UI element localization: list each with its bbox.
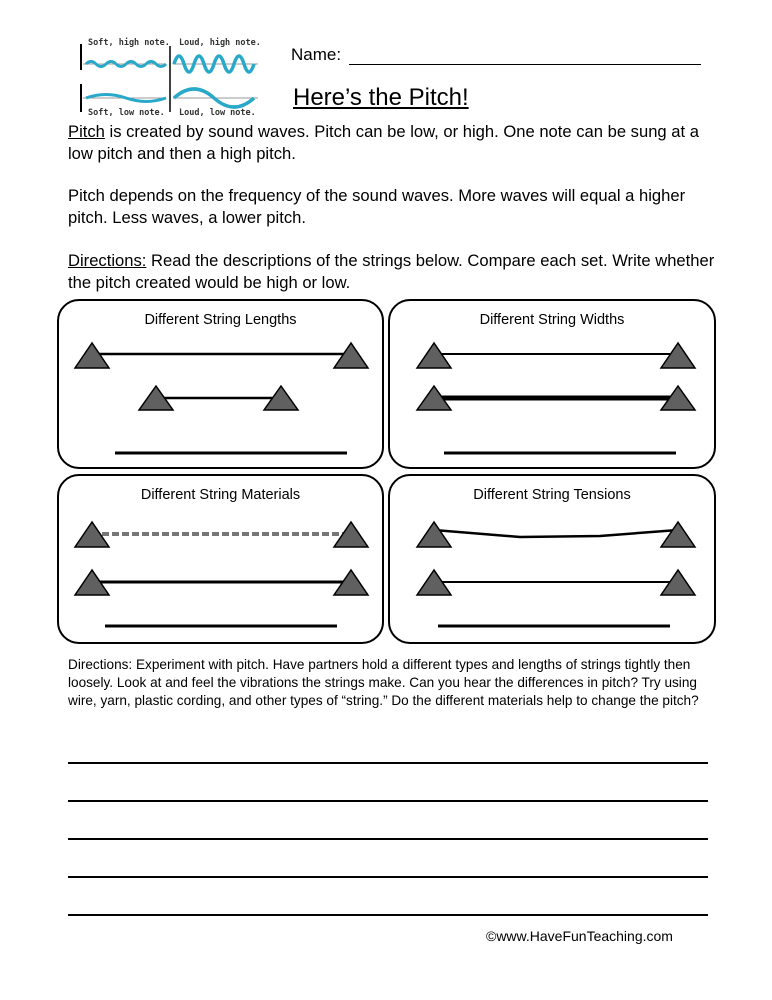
triangle-icon [417, 522, 451, 547]
intro-p1-text: is created by sound waves. Pitch can be low, or high. One note can be sung at a low pitch and then a high pitch. [68, 122, 699, 163]
name-field[interactable] [349, 48, 701, 65]
experiment-directions: Directions: Experiment with pitch. Have partners hold a different types and lengths of strings tightly then loosely. Look at and feel the vibrations the strings make. Can you hear the differences in pitch? Try using wire, yarn, plastic cording, and other types of “string.” Do the different materials help to change the pitch? [68, 657, 699, 708]
string-widths-box [388, 299, 716, 469]
string-widths-diagram [390, 301, 718, 471]
string-tensions-title: Different String Tensions [473, 487, 631, 503]
string-lengths-box [57, 299, 384, 469]
sound-wave-illustration [78, 38, 260, 118]
string-tensions-box [388, 474, 716, 644]
directions-paragraph [68, 250, 718, 294]
triangle-icon [75, 343, 109, 368]
loud-high-label: Loud, high note. [179, 38, 261, 48]
string-lengths-diagram [59, 301, 386, 471]
page-title: Here’s the Pitch! [293, 84, 469, 111]
intro-paragraph-1 [68, 121, 718, 165]
writing-line-3[interactable] [68, 838, 708, 840]
writing-line-4[interactable] [68, 876, 708, 878]
string-tensions-diagram [390, 476, 718, 646]
triangle-icon [334, 343, 368, 368]
name-label: Name: [291, 45, 342, 64]
intro-paragraph-2: Pitch depends on the frequency of the sound waves. More waves will equal a higher pitch. Less waves, a lower pitch. [68, 186, 686, 227]
soft-low-label: Soft, low note. [88, 108, 165, 118]
sound-wave-icon [78, 38, 260, 118]
writing-line-1[interactable] [68, 762, 708, 764]
loud-low-label: Loud, low note. [179, 108, 256, 118]
string-materials-diagram [59, 476, 386, 646]
triangle-icon [661, 343, 695, 368]
string-lengths-title: Different String Lengths [144, 312, 297, 328]
pitch-term: Pitch [68, 122, 105, 141]
triangle-icon [417, 343, 451, 368]
string-materials-box [57, 474, 384, 644]
directions-term: Directions: [68, 251, 147, 270]
string-materials-title: Different String Materials [140, 487, 301, 503]
directions-text: Read the descriptions of the strings below. Compare each set. Write whether the pitch created would be high or low. [68, 251, 715, 292]
writing-line-2[interactable] [68, 800, 708, 802]
writing-line-5[interactable] [68, 914, 708, 916]
copyright-footer: ©www.HaveFunTeaching.com [486, 928, 673, 944]
triangle-icon [334, 522, 368, 547]
name-row [291, 45, 701, 65]
triangle-icon [661, 522, 695, 547]
string-widths-title: Different String Widths [479, 312, 625, 328]
soft-high-label: Soft, high note. [88, 38, 170, 48]
